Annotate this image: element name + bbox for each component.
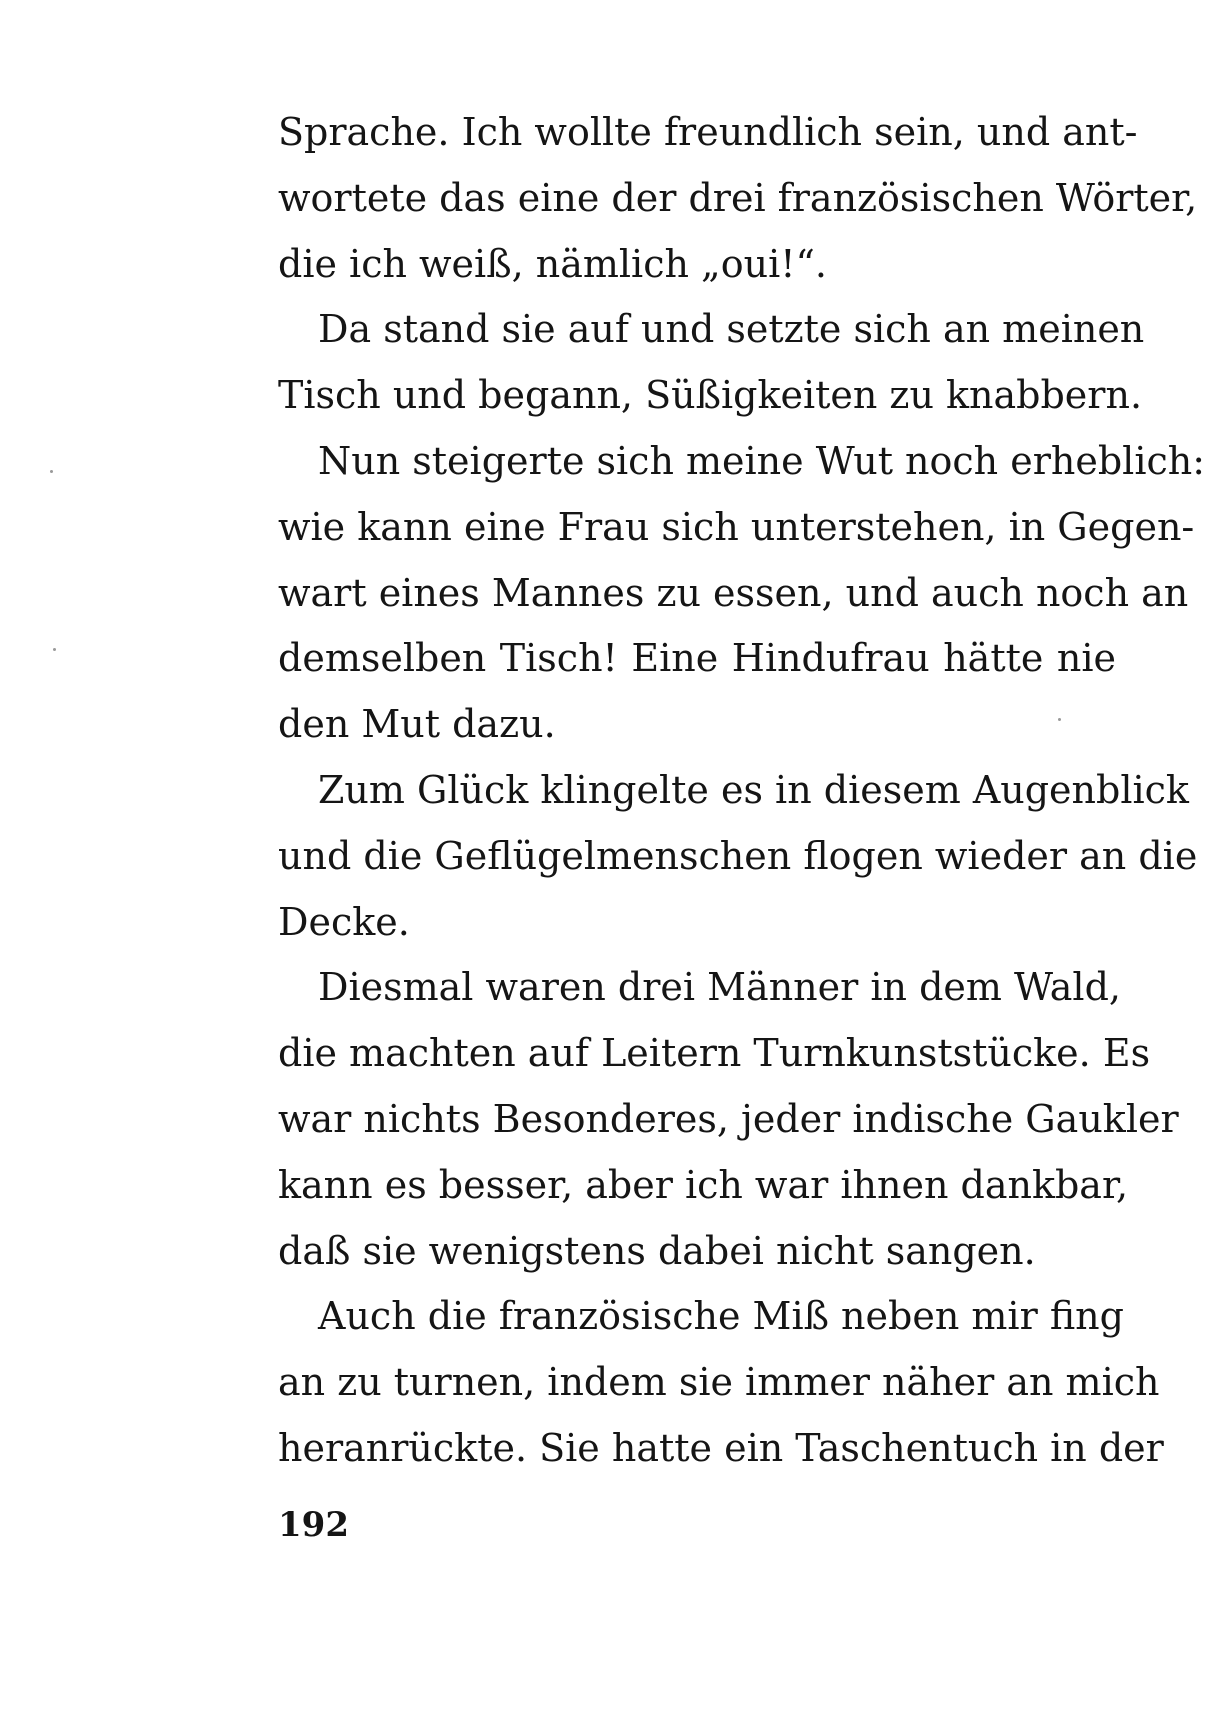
body-text — [278, 100, 1206, 1482]
text-line: Zum Glück klingelte es in diesem Augenblick — [318, 767, 1189, 812]
text-line: demselben Tisch! Eine Hindufrau hätte nie — [278, 636, 1116, 681]
paragraph-6 — [278, 1284, 1164, 1481]
paper-speck — [50, 470, 53, 473]
page-number: 192 — [278, 1505, 349, 1545]
text-line: die machten auf Leitern Turnkunststücke. Es — [278, 1031, 1151, 1076]
text-line: war nichts Besonderes, jeder indische Gaukler — [278, 1096, 1179, 1141]
text-line: wie kann eine Frau sich unterstehen, in Gegen- — [278, 504, 1195, 549]
text-line: Auch die französische Miß neben mir fing — [318, 1294, 1124, 1339]
text-line: Tisch und begann, Süßigkeiten zu knabbern. — [278, 373, 1143, 418]
paragraph-3 — [278, 429, 1206, 758]
text-line: wortete das eine der drei französischen Wörter, — [278, 175, 1198, 220]
paragraph-1 — [278, 100, 1198, 297]
text-line: Decke. — [278, 899, 410, 944]
text-line: wart eines Mannes zu essen, und auch noch an — [278, 570, 1189, 615]
text-line: an zu turnen, indem sie immer näher an mich — [278, 1360, 1160, 1405]
text-line: und die Geflügelmenschen flogen wieder an die — [278, 833, 1198, 878]
paragraph-5 — [278, 955, 1179, 1284]
text-line: die ich weiß, nämlich „oui!“. — [278, 241, 828, 286]
paragraph-4 — [278, 758, 1198, 955]
text-line: Da stand sie auf und setzte sich an meinen — [318, 307, 1145, 352]
text-line: heranrückte. Sie hatte ein Taschentuch in der — [278, 1425, 1164, 1470]
text-line: Sprache. Ich wollte freundlich sein, und ant- — [278, 110, 1138, 154]
paper-speck — [53, 648, 56, 651]
text-line: Nun steigerte sich meine Wut noch erheblich: — [318, 438, 1206, 483]
text-line: Diesmal waren drei Männer in dem Wald, — [318, 965, 1121, 1010]
paper-speck — [1058, 718, 1061, 721]
text-line: kann es besser, aber ich war ihnen dankbar, — [278, 1162, 1129, 1207]
text-line: den Mut dazu. — [278, 702, 556, 747]
paragraph-2 — [278, 297, 1145, 429]
text-line: daß sie wenigstens dabei nicht sangen. — [278, 1228, 1036, 1273]
